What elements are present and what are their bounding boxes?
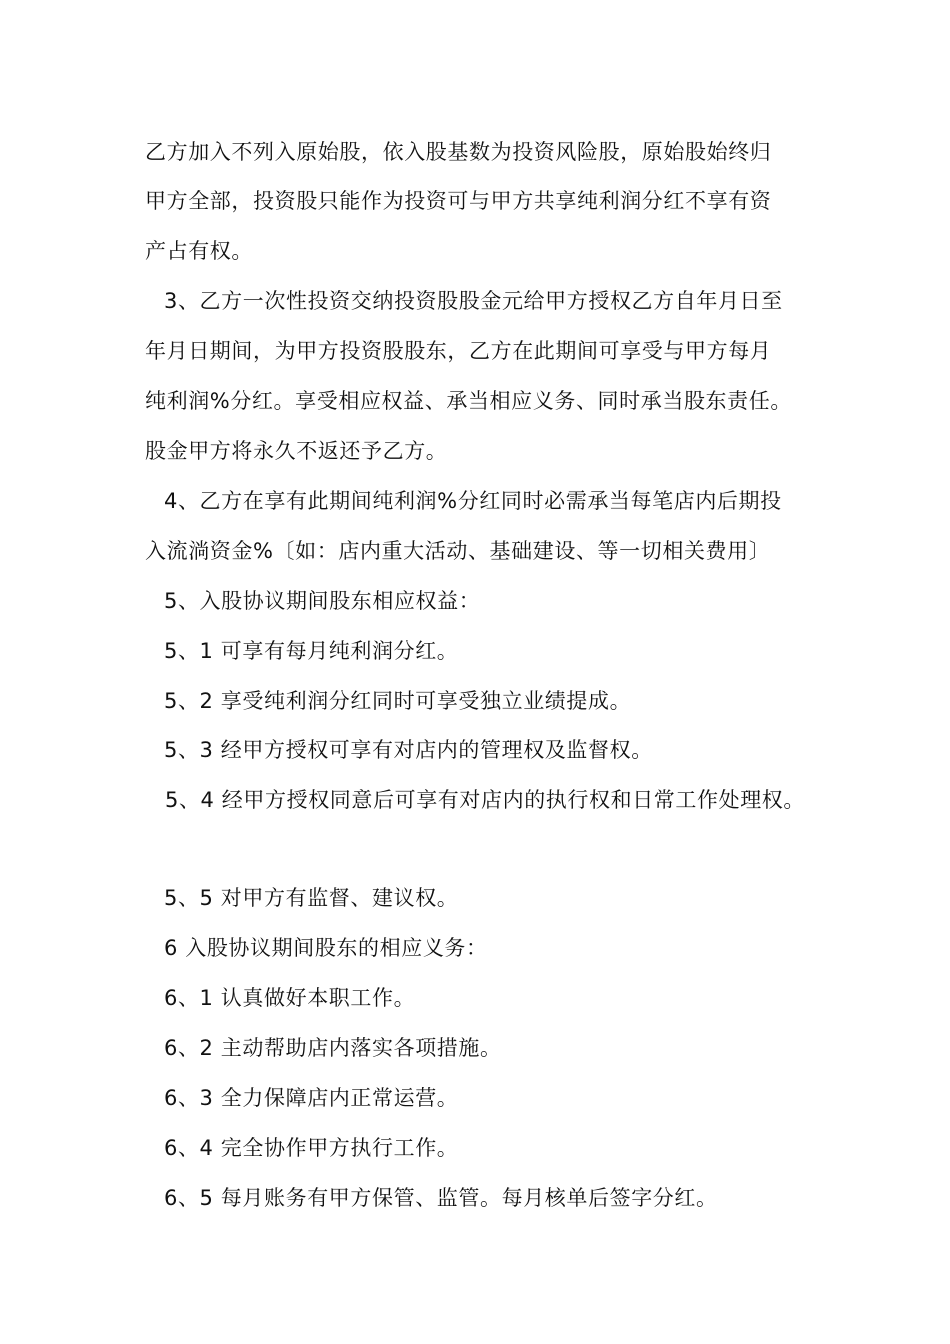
- paragraph-line: 纯利润%分红。享受相应权益、承当相应义务、同时承当股东责任。: [145, 389, 792, 413]
- paragraph-line: 年月日期间，为甲方投资股股东，乙方在此期间可享受与甲方每月: [145, 339, 772, 363]
- paragraph-line: 甲方全部，投资股只能作为投资可与甲方共享纯利润分红不享有资: [145, 189, 772, 213]
- clause-5-2: 5、2 享受纯利润分红同时可享受独立业绩提成。: [164, 689, 632, 713]
- clause-6-2: 6、2 主动帮助店内落实各项措施。: [164, 1036, 502, 1060]
- clause-5-heading: 5、入股协议期间股东相应权益：: [164, 589, 481, 613]
- clause-4-line: 4、乙方在享有此期间纯利润%分红同时必需承当每笔店内后期投: [164, 489, 782, 513]
- paragraph-line: 乙方加入不列入原始股，依入股基数为投资风险股，原始股始终归: [145, 140, 772, 164]
- paragraph-line: 入流淌资金%〔如：店内重大活动、基础建设、等一切相关费用〕: [145, 539, 771, 563]
- paragraph-line: 股金甲方将永久不返还予乙方。: [145, 439, 448, 463]
- clause-6-4: 6、4 完全协作甲方执行工作。: [164, 1136, 459, 1160]
- clause-6-heading: 6 入股协议期间股东的相应义务：: [164, 936, 488, 960]
- clause-6-3: 6、3 全力保障店内正常运营。: [164, 1086, 459, 1110]
- clause-6-1: 6、1 认真做好本职工作。: [164, 986, 416, 1010]
- clause-5-5: 5、5 对甲方有监督、建议权。: [164, 886, 459, 910]
- clause-5-1: 5、1 可享有每月纯利润分红。: [164, 639, 459, 663]
- clause-5-4: 5、4 经甲方授权同意后可享有对店内的执行权和日常工作处理权。: [165, 788, 805, 812]
- clause-6-5: 6、5 每月账务有甲方保管、监管。每月核单后签字分红。: [164, 1186, 718, 1210]
- paragraph-line: 产占有权。: [145, 239, 253, 263]
- clause-5-3: 5、3 经甲方授权可享有对店内的管理权及监督权。: [164, 738, 653, 762]
- clause-3-line: 3、乙方一次性投资交纳投资股股金元给甲方授权乙方自年月日至: [164, 289, 783, 313]
